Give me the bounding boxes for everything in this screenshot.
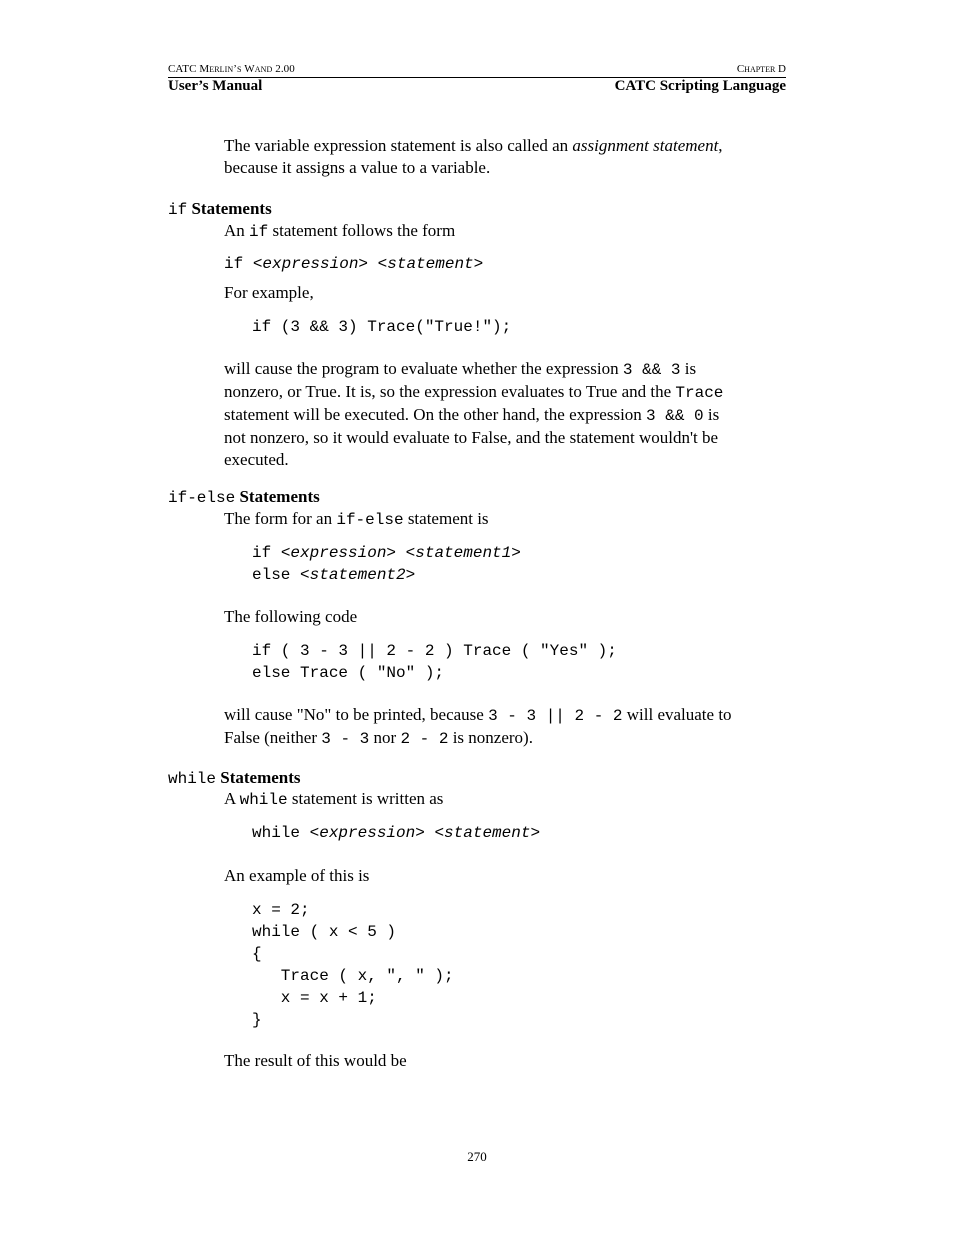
- code-line: {: [252, 945, 262, 963]
- if-form-stmt: <statement>: [377, 255, 484, 273]
- manual-title: User’s Manual: [168, 78, 263, 94]
- if-heading-code: if: [168, 201, 188, 219]
- ifelse-lead-text: The form for an: [224, 509, 337, 528]
- chapter-title: CATC Scripting Language: [614, 78, 786, 94]
- while-example-lead: An example of this is: [224, 866, 370, 885]
- ifelse-form: if <expression> <statement1> else <statement2>: [252, 544, 521, 584]
- code-line: while ( x < 5 ): [252, 923, 397, 941]
- running-header-top: [168, 63, 786, 78]
- ifelse-lead-code: if-else: [336, 511, 404, 529]
- expl-line: nonzero, or True. It is, so the expression evaluates to True and the Trace: [224, 382, 724, 402]
- chapter-label: Chapter D: [736, 63, 786, 75]
- ifelse-lead: [224, 508, 786, 531]
- code-line: Trace ( x, ", " );: [252, 967, 454, 985]
- if-heading: [168, 198, 272, 221]
- if-heading-word: Statements: [191, 199, 272, 218]
- ifelse-example-code: [252, 640, 617, 684]
- intro-text: The variable expression statement is also called an: [224, 136, 573, 155]
- code-line: else Trace ( "No" );: [252, 664, 445, 682]
- expl-line: executed.: [224, 450, 289, 469]
- code-line: x = 2;: [252, 901, 310, 919]
- for-example-text: For example,: [224, 283, 314, 302]
- ifelse-result: will cause "No" to be printed, because 3 - 3 || 2 - 2 will evaluate to False (neither 3 - 3 nor 2 - 2 is nonzero).: [224, 705, 732, 748]
- if-example-code: if (3 && 3) Trace("True!");: [252, 318, 512, 336]
- intro-paragraph: [224, 135, 786, 179]
- code-line: x = x + 1;: [252, 989, 377, 1007]
- ifelse-heading-code: if-else: [168, 489, 236, 507]
- if-lead-code: if: [249, 223, 269, 241]
- if-form-kw: if: [224, 255, 253, 273]
- code-line: if ( 3 - 3 || 2 - 2 ) Trace ( "Yes" );: [252, 642, 617, 660]
- following-code-text: The following code: [224, 607, 358, 626]
- intro-line2: because it assigns a value to a variable.: [224, 158, 491, 177]
- if-form: [224, 253, 483, 275]
- if-explanation: [224, 358, 786, 471]
- expl-line: statement will be executed. On the other hand, the expression 3 && 0 is: [224, 405, 720, 425]
- page-number: 270: [467, 1149, 487, 1164]
- code-line: }: [252, 1011, 262, 1029]
- ifelse-lead-text2: statement is: [403, 509, 489, 528]
- if-lead-text: An: [224, 221, 250, 240]
- while-lead: A while statement is written as: [224, 789, 444, 809]
- intro-emphasis: assignment statement: [572, 136, 719, 155]
- if-form-space: [368, 255, 378, 273]
- while-heading-code: while: [168, 770, 217, 788]
- product-name: CATC Merlin’s Wand 2.00: [168, 63, 295, 75]
- expl-line: will cause the program to evaluate whether the expression 3 && 3 is: [224, 359, 697, 379]
- if-lead: [224, 220, 786, 243]
- while-heading-word: Statements: [220, 768, 301, 787]
- expl-line: not nonzero, so it would evaluate to False, and the statement wouldn't be: [224, 428, 719, 447]
- result-lead: The result of this would be: [224, 1051, 407, 1070]
- intro-text-end: ,: [718, 136, 723, 155]
- ifelse-heading-word: Statements: [239, 487, 320, 506]
- ifelse-heading: [168, 486, 320, 509]
- while-heading: [168, 767, 301, 790]
- if-lead-text2: statement follows the form: [268, 221, 456, 240]
- while-form: while <expression> <statement>: [252, 824, 541, 842]
- running-header-bottom: [168, 78, 786, 98]
- while-example-code: [252, 899, 454, 1031]
- if-form-expr: <expression>: [252, 255, 369, 273]
